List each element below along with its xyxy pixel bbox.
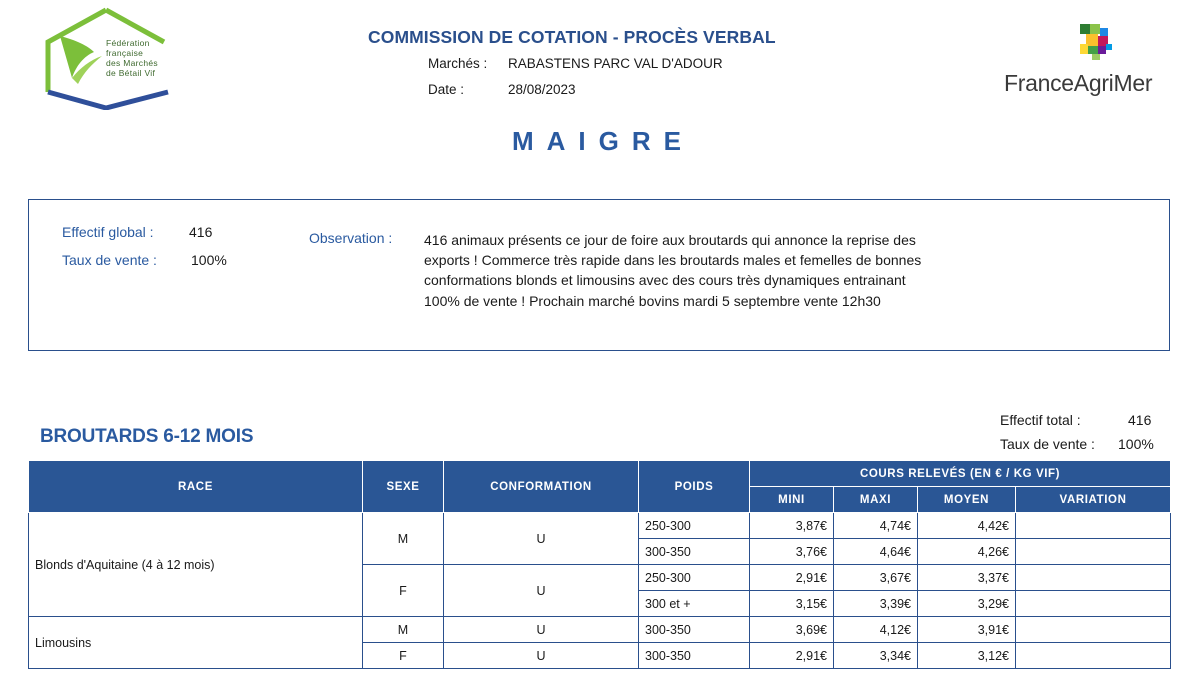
poids-cell: 300-350 <box>639 617 750 643</box>
conformation-cell: U <box>444 643 639 669</box>
marches-label: Marchés : <box>428 56 488 71</box>
mini-cell: 3,76€ <box>750 539 834 565</box>
sexe-cell: M <box>363 617 444 643</box>
date-value: 28/08/2023 <box>508 82 576 97</box>
sexe-cell: M <box>363 513 444 565</box>
poids-cell: 300-350 <box>639 643 750 669</box>
moyen-cell: 3,29€ <box>918 591 1016 617</box>
maxi-cell: 4,64€ <box>834 539 918 565</box>
conformation-cell: U <box>444 565 639 617</box>
taux-vente-label: Taux de vente : <box>62 252 157 268</box>
header-sexe: SEXE <box>363 461 444 513</box>
poids-cell: 300-350 <box>639 539 750 565</box>
category-title: MAIGRE <box>512 126 694 156</box>
variation-cell <box>1016 565 1171 591</box>
race-cell: Limousins <box>29 617 363 669</box>
marches-value: RABASTENS PARC VAL D'ADOUR <box>508 56 723 71</box>
effectif-global-label: Effectif global : <box>62 224 154 240</box>
moyen-cell: 4,26€ <box>918 539 1016 565</box>
header-race: RACE <box>29 461 363 513</box>
table-row <box>29 617 1171 643</box>
variation-cell <box>1016 617 1171 643</box>
mini-cell: 3,69€ <box>750 617 834 643</box>
franceagrimer-logo-text: FranceAgriMer <box>1004 70 1153 96</box>
ffmbv-line-4: de Bétail Vif <box>106 68 156 78</box>
maxi-cell: 3,39€ <box>834 591 918 617</box>
section-title: BROUTARDS 6-12 MOIS <box>40 426 254 447</box>
effectif-global-row <box>62 224 213 240</box>
effectif-total-row <box>1000 412 1152 428</box>
ffmbv-logo <box>36 6 186 110</box>
ffmbv-line-1: Fédération <box>106 38 150 48</box>
moyen-cell: 3,12€ <box>918 643 1016 669</box>
poids-cell: 300 et + <box>639 591 750 617</box>
effectif-total-value: 416 <box>1128 412 1152 428</box>
effectif-total-label: Effectif total : <box>1000 412 1081 428</box>
table-header-row <box>29 461 1171 487</box>
ffmbv-line-3: des Marchés <box>106 58 158 68</box>
header-mini: MINI <box>750 487 834 513</box>
variation-cell <box>1016 643 1171 669</box>
variation-cell <box>1016 513 1171 539</box>
summary-box <box>28 199 1170 351</box>
sexe-cell: F <box>363 643 444 669</box>
header-variation: VARIATION <box>1016 487 1171 513</box>
header-poids: POIDS <box>639 461 750 513</box>
effectif-global-value: 416 <box>189 224 213 240</box>
maxi-cell: 4,74€ <box>834 513 918 539</box>
table-row <box>29 513 1171 539</box>
date-label: Date : <box>428 82 465 97</box>
taux-vente-value: 100% <box>191 252 227 268</box>
header-maxi: MAXI <box>834 487 918 513</box>
moyen-cell: 3,37€ <box>918 565 1016 591</box>
section-taux-label: Taux de vente : <box>1000 436 1095 452</box>
header-moyen: MOYEN <box>918 487 1016 513</box>
mini-cell: 2,91€ <box>750 643 834 669</box>
mini-cell: 3,15€ <box>750 591 834 617</box>
conformation-cell: U <box>444 617 639 643</box>
moyen-cell: 3,91€ <box>918 617 1016 643</box>
variation-cell <box>1016 539 1171 565</box>
ffmbv-line-2: française <box>106 48 144 58</box>
maxi-cell: 3,67€ <box>834 565 918 591</box>
poids-cell: 250-300 <box>639 513 750 539</box>
franceagrimer-mosaic-icon <box>1002 24 1172 70</box>
section-taux-row <box>1000 436 1154 452</box>
sexe-cell: F <box>363 565 444 617</box>
document-title: COMMISSION DE COTATION - PROCÈS VERBAL <box>368 27 776 47</box>
header-cours-releves: COURS RELEVÉS (EN € / KG VIF) <box>750 461 1171 487</box>
race-cell: Blonds d'Aquitaine (4 à 12 mois) <box>29 513 363 617</box>
header-conformation: CONFORMATION <box>444 461 639 513</box>
variation-cell <box>1016 591 1171 617</box>
mini-cell: 2,91€ <box>750 565 834 591</box>
taux-vente-row <box>62 252 227 268</box>
conformation-cell: U <box>444 513 639 565</box>
mini-cell: 3,87€ <box>750 513 834 539</box>
section-taux-value: 100% <box>1118 436 1154 452</box>
moyen-cell: 4,42€ <box>918 513 1016 539</box>
maxi-cell: 3,34€ <box>834 643 918 669</box>
cotation-table <box>28 460 1171 669</box>
observation-text: 416 animaux présents ce jour de foire aux broutards qui annonce la reprise des exports ! Commerce très rapide dans les broutards males et femelles de bonnes conformations blonds et limousins avec des cours très dynamiques entrainant 100% de vente ! Prochain marché bovins mardi 5 septembre vente 12h30 <box>424 232 922 309</box>
poids-cell: 250-300 <box>639 565 750 591</box>
ffmbv-logo-text <box>106 38 158 78</box>
observation-label: Observation : <box>309 230 393 246</box>
maxi-cell: 4,12€ <box>834 617 918 643</box>
